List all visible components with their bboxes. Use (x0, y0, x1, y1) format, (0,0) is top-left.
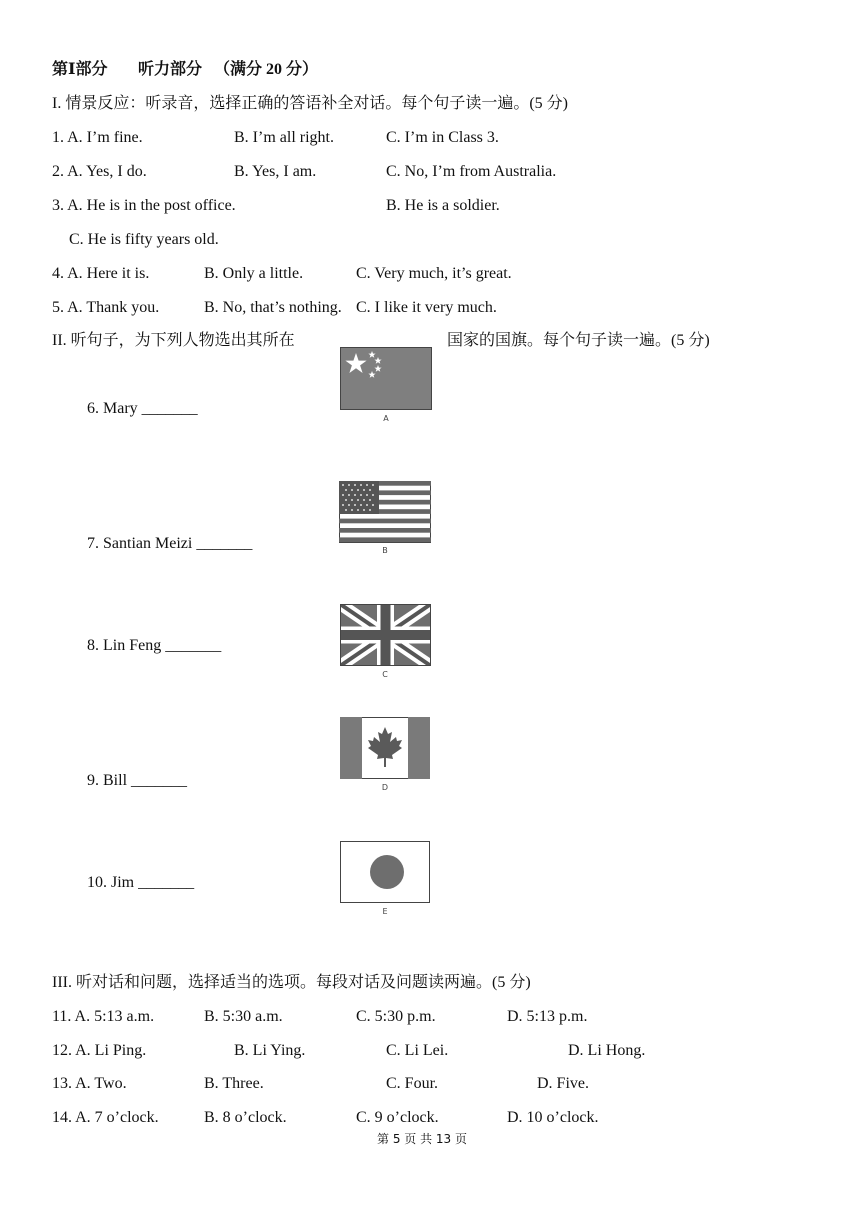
question-4-option-a: 4. A. Here it is. (52, 265, 150, 282)
section2-title-right: 国家的国旗。每个句子读一遍。(5 分) (447, 332, 710, 349)
usa-flag-icon (339, 481, 431, 548)
question-2-option-b: B. Yes, I am. (234, 163, 317, 180)
question-5-option-c: C. I like it very much. (356, 299, 497, 316)
part-name: 听力部分 (138, 61, 203, 78)
section1-title: I. 情景反应：听录音，选择正确的答语补全对话。每个句子读一遍。(5 分) (52, 95, 568, 112)
question-4-option-c: C. Very much, it’s great. (356, 265, 512, 282)
question-11-option-a: 11. A. 5:13 a.m. (52, 1008, 155, 1025)
part-label: 第Ⅰ部分 (52, 61, 108, 78)
question-2-option-c: C. No, I’m from Australia. (386, 163, 557, 180)
flag-letter-a: A (383, 414, 389, 423)
question-1-option-b: B. I’m all right. (234, 129, 334, 146)
section3-title: III. 听对话和问题，选择适当的选项。每段对话及问题读两遍。(5 分) (52, 974, 531, 991)
page-footer: 第 5 页 共 13 页 (377, 1132, 467, 1146)
person-santian-meizi: 7. Santian Meizi _______ (87, 535, 253, 552)
question-13-option-a: 13. A. Two. (52, 1075, 127, 1092)
japan-flag-icon (340, 841, 430, 908)
uk-flag-icon (340, 604, 431, 671)
question-12-option-b: B. Li Ying. (234, 1042, 306, 1059)
question-13-option-b: B. Three. (204, 1075, 264, 1092)
flag-letter-d: D (381, 783, 389, 792)
question-3-option-a: 3. A. He is in the post office. (52, 197, 236, 214)
person-jim: 10. Jim _______ (87, 874, 195, 891)
question-3-option-c: C. He is fifty years old. (69, 231, 219, 248)
question-14-option-b: B. 8 o’clock. (204, 1109, 287, 1126)
person-lin-feng: 8. Lin Feng _______ (87, 637, 222, 654)
china-flag-icon (340, 347, 432, 415)
section2-title-left: II. 听句子，为下列人物选出其所在 (52, 332, 295, 349)
question-1-option-a: 1. A. I’m fine. (52, 129, 143, 146)
question-14-option-a: 14. A. 7 o’clock. (52, 1109, 159, 1126)
question-12-option-d: D. Li Hong. (568, 1042, 646, 1059)
flag-letter-b: B (382, 546, 388, 555)
question-12-option-c: C. Li Lei. (386, 1042, 449, 1059)
question-11-option-b: B. 5:30 a.m. (204, 1008, 283, 1025)
question-11-option-c: C. 5:30 p.m. (356, 1008, 436, 1025)
question-1-option-c: C. I’m in Class 3. (386, 129, 499, 146)
question-5-option-b: B. No, that’s nothing. (204, 299, 342, 316)
question-2-option-a: 2. A. Yes, I do. (52, 163, 147, 180)
question-13-option-c: C. Four. (386, 1075, 439, 1092)
flag-letter-c: C (382, 670, 388, 679)
canada-flag-icon (340, 717, 430, 784)
question-3-option-b: B. He is a soldier. (386, 197, 500, 214)
person-mary: 6. Mary _______ (87, 400, 198, 417)
question-5-option-a: 5. A. Thank you. (52, 299, 160, 316)
flag-letter-e: E (382, 907, 388, 916)
question-13-option-d: D. Five. (537, 1075, 589, 1092)
question-14-option-d: D. 10 o’clock. (507, 1109, 599, 1126)
person-bill: 9. Bill _______ (87, 772, 188, 789)
question-4-option-b: B. Only a little. (204, 265, 304, 282)
part-score: （满分 20 分） (214, 61, 319, 78)
question-14-option-c: C. 9 o’clock. (356, 1109, 439, 1126)
question-12-option-a: 12. A. Li Ping. (52, 1042, 147, 1059)
question-11-option-d: D. 5:13 p.m. (507, 1008, 588, 1025)
